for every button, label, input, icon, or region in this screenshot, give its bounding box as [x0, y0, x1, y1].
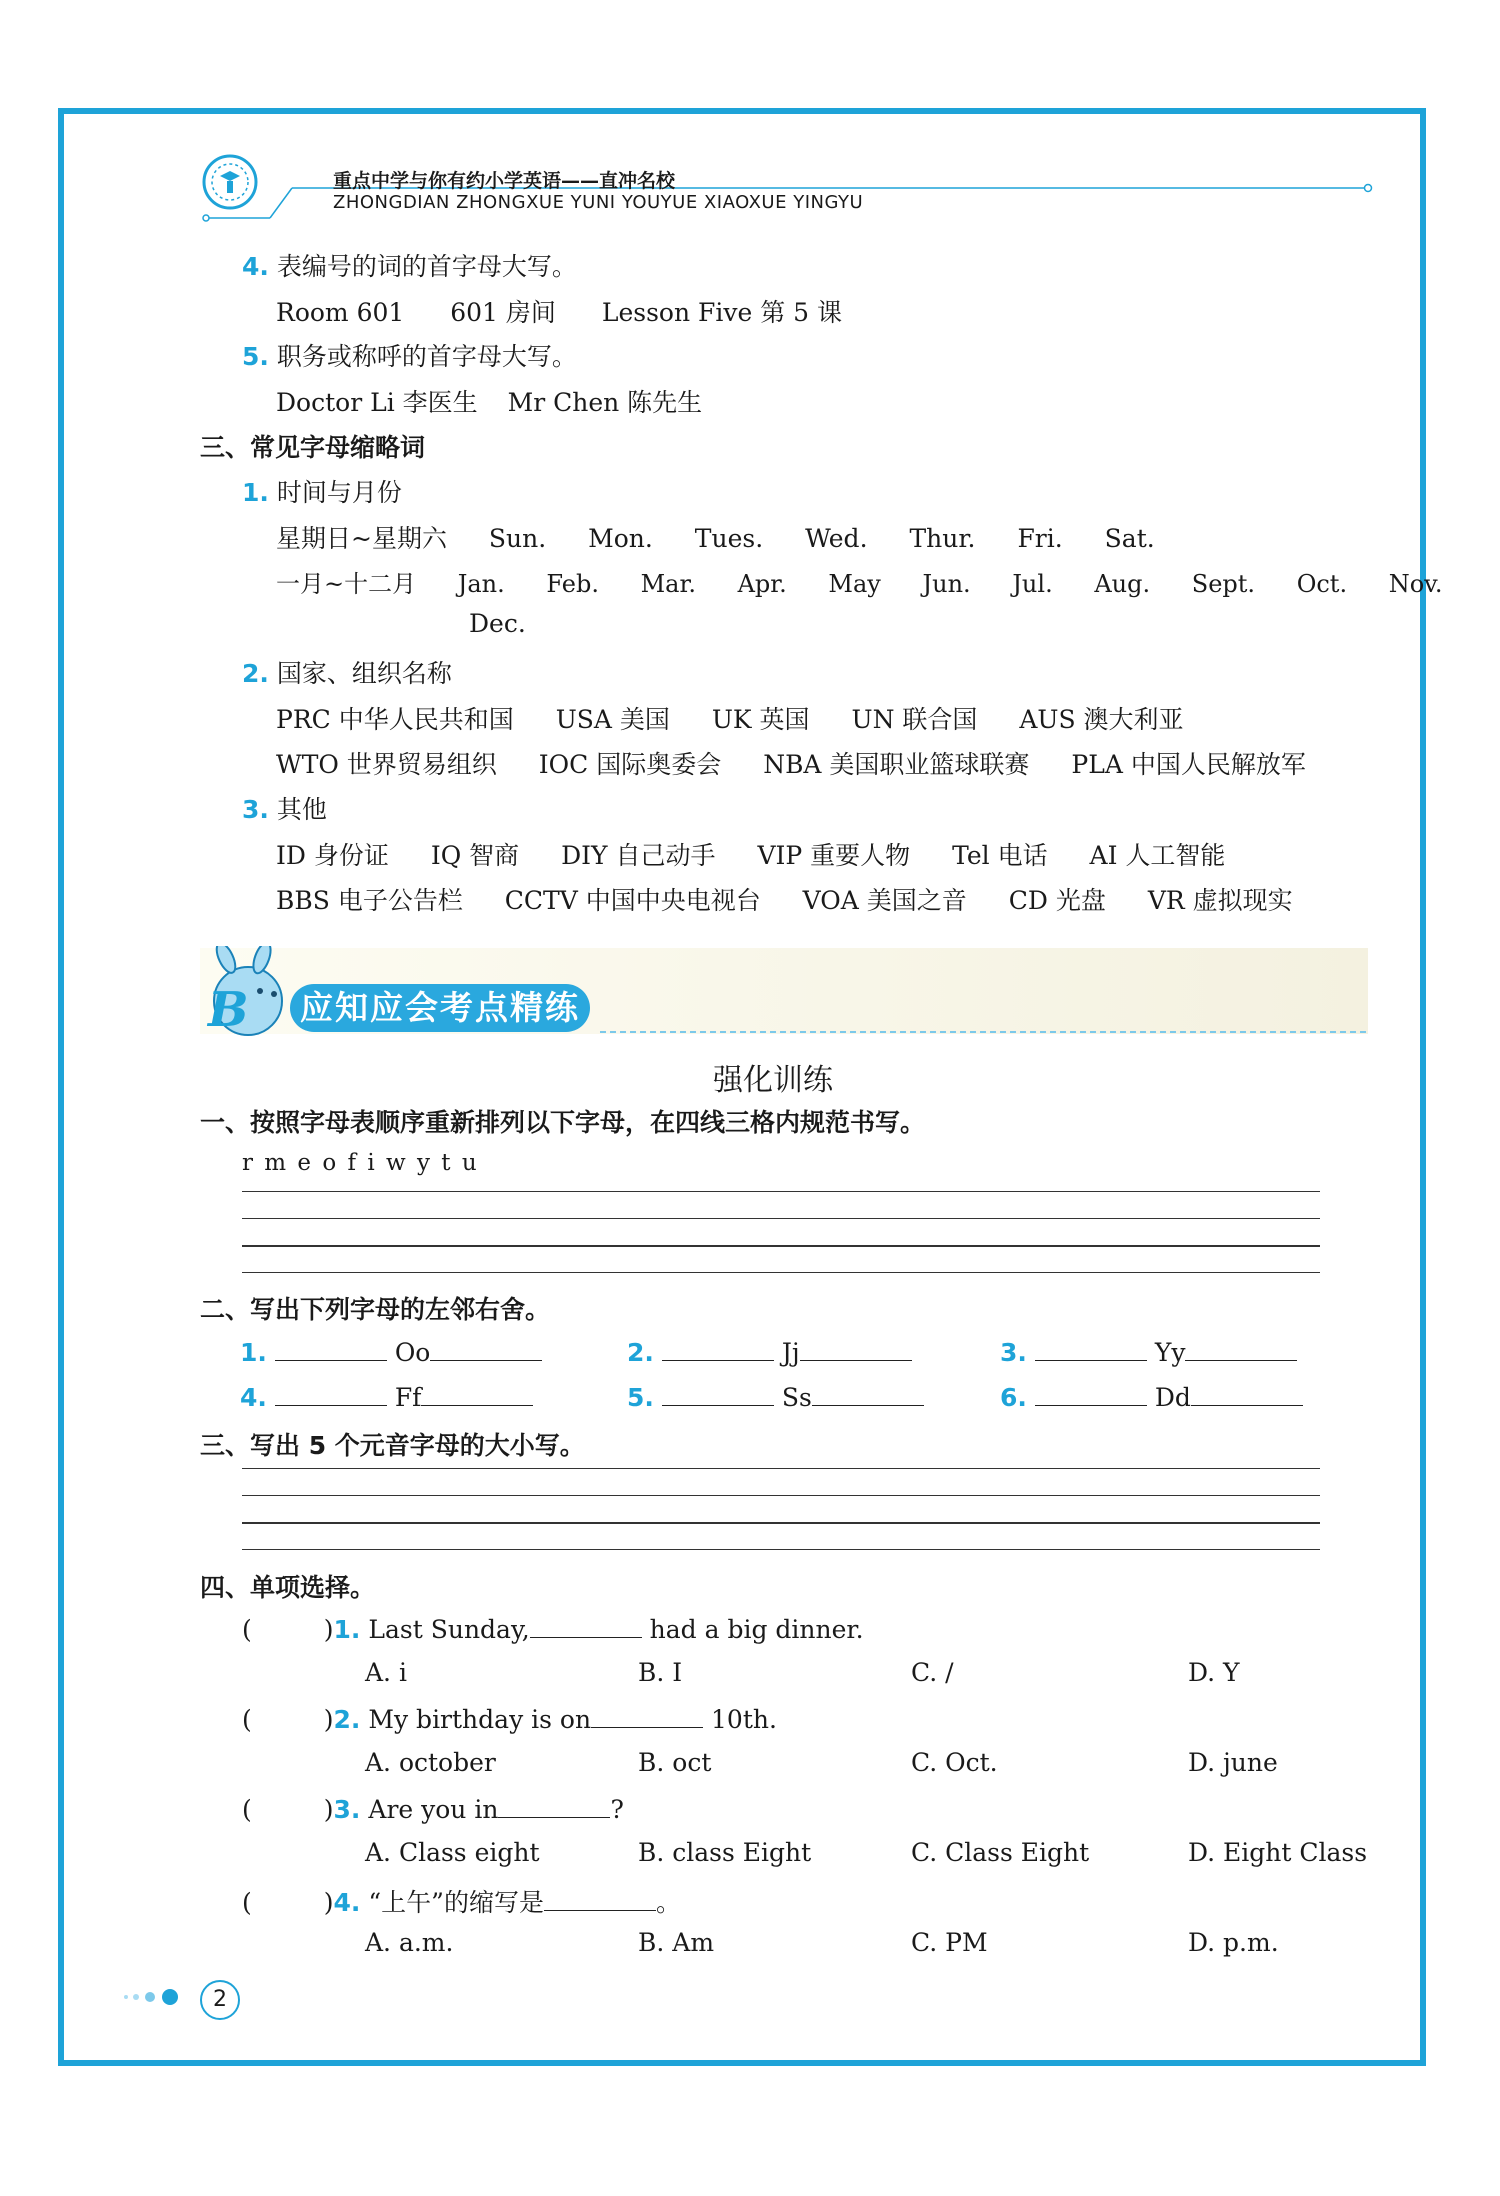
answer-blank[interactable] — [1185, 1336, 1297, 1361]
answer-blank[interactable] — [498, 1793, 610, 1818]
four-line-grid-line — [242, 1468, 1320, 1469]
four-line-grid-line — [242, 1191, 1320, 1192]
answer-blank[interactable] — [662, 1381, 774, 1406]
four-line-grid-line — [242, 1218, 1320, 1219]
letter: Oo — [394, 1338, 431, 1367]
answer-blank[interactable] — [1035, 1381, 1147, 1406]
abbr-item: UN 联合国 — [851, 705, 978, 734]
month: Jan. — [457, 570, 505, 598]
option[interactable]: D. june — [1188, 1748, 1278, 1777]
ex2-item-6 — [1000, 1381, 1303, 1412]
month-dec: Dec. — [469, 609, 526, 638]
answer-blank[interactable] — [812, 1381, 924, 1406]
sub-number: 3. — [242, 795, 269, 824]
abbr-item: AI 人工智能 — [1089, 841, 1226, 870]
rule-5-examples — [276, 383, 702, 419]
question-text: 10th. — [703, 1705, 777, 1734]
option[interactable]: D. p.m. — [1188, 1928, 1279, 1957]
item-number: 2. — [627, 1338, 654, 1367]
weekday: Fri. — [1017, 524, 1063, 553]
sub-3-heading — [242, 790, 327, 826]
option[interactable]: A. i — [365, 1658, 407, 1687]
rule-4 — [242, 247, 577, 283]
answer-blank[interactable] — [800, 1336, 912, 1361]
rule-number: 5. — [242, 342, 269, 371]
weekday: Sat. — [1104, 524, 1155, 553]
four-line-grid-line — [242, 1245, 1320, 1247]
ex1-letters: r m e o f i w y t u — [242, 1150, 479, 1176]
weekday: Tues. — [694, 524, 764, 553]
month: Jun. — [922, 570, 971, 598]
option[interactable]: B. I — [638, 1658, 683, 1687]
letter: Yy — [1154, 1338, 1186, 1367]
week-label: 星期日~星期六 — [276, 524, 447, 553]
abbr-item: AUS 澳大利亚 — [1019, 705, 1184, 734]
month: Feb. — [546, 570, 599, 598]
answer-blank[interactable] — [530, 1613, 642, 1638]
option[interactable]: C. / — [911, 1658, 954, 1687]
header-title-en: ZHONGDIAN ZHONGXUE YUNI YOUYUE XIAOXUE YINGYU — [333, 192, 864, 213]
answer-blank[interactable] — [591, 1703, 703, 1728]
page-number: 2 — [200, 1980, 240, 2020]
rule-title: 职务或称呼的首字母大写。 — [276, 342, 577, 371]
rule-5 — [242, 337, 577, 373]
month-label: 一月~十二月 — [276, 570, 417, 598]
org-row-2 — [276, 745, 1340, 781]
ex2-title: 二、写出下列字母的左邻右舍。 — [200, 1295, 551, 1324]
option[interactable]: B. class Eight — [638, 1838, 812, 1867]
header-title-cn: 重点中学与你有约小学英语——直冲名校 — [333, 170, 676, 192]
question-number: 2. — [333, 1705, 361, 1734]
question-text: My birthday is on — [368, 1705, 592, 1734]
letter: Dd — [1154, 1383, 1191, 1412]
org-row-1 — [276, 700, 1218, 736]
section-3-title: 三、常见字母缩略词 — [200, 433, 426, 462]
four-line-grid-line — [242, 1272, 1320, 1273]
letter: Ss — [781, 1383, 812, 1412]
month: Jul. — [1012, 570, 1053, 598]
ex2-item-3 — [1000, 1336, 1297, 1367]
four-line-grid-line — [242, 1522, 1320, 1524]
answer-blank[interactable] — [1191, 1381, 1303, 1406]
option[interactable]: C. Class Eight — [911, 1838, 1090, 1867]
abbr-item: BBS 电子公告栏 — [276, 886, 463, 915]
month: Nov. — [1388, 570, 1443, 598]
question-number: 3. — [333, 1795, 361, 1824]
option[interactable]: D. Eight Class — [1188, 1838, 1368, 1867]
question-text: 。 — [655, 1888, 681, 1917]
option[interactable]: B. oct — [638, 1748, 712, 1777]
banner-title: 应知应会考点精练 — [290, 984, 590, 1032]
sub-number: 2. — [242, 659, 269, 688]
abbr-item: NBA 美国职业篮球联赛 — [763, 750, 1030, 779]
question-number: 4. — [333, 1888, 361, 1917]
weekday: Thur. — [909, 524, 976, 553]
item-number: 3. — [1000, 1338, 1027, 1367]
ex2-item-5 — [627, 1381, 924, 1412]
option[interactable]: D. Y — [1188, 1658, 1240, 1687]
other-row-1 — [276, 836, 1259, 872]
option[interactable]: A. a.m. — [365, 1928, 454, 1957]
question-text: Are you in — [368, 1795, 499, 1824]
weekday: Wed. — [805, 524, 868, 553]
abbr-item: UK 英国 — [711, 705, 810, 734]
month: Apr. — [737, 570, 787, 598]
abbr-item: PRC 中华人民共和国 — [276, 705, 514, 734]
rule-4-examples — [276, 293, 842, 329]
option[interactable]: C. Oct. — [911, 1748, 998, 1777]
abbr-item: DIY 自己动手 — [561, 841, 716, 870]
abbr-item: CCTV 中国中央电视台 — [504, 886, 761, 915]
ex4-title: 四、单项选择。 — [200, 1573, 376, 1602]
letter: Jj — [781, 1338, 800, 1367]
banner-dashed-line — [600, 1031, 1366, 1033]
example: 601 房间 — [450, 298, 556, 327]
sub-title: 国家、组织名称 — [276, 659, 452, 688]
month: May — [828, 570, 881, 598]
option[interactable]: C. PM — [911, 1928, 988, 1957]
question-text: ? — [610, 1795, 624, 1824]
sub-title: 其他 — [276, 795, 327, 824]
abbr-item: CD 光盘 — [1008, 886, 1106, 915]
other-row-2 — [276, 881, 1327, 917]
answer-blank[interactable] — [430, 1336, 542, 1361]
abbr-item: PLA 中国人民解放军 — [1071, 750, 1306, 779]
question-1: ( )1. Last Sunday, had a big dinner. — [242, 1615, 864, 1644]
sub-number: 1. — [242, 478, 269, 507]
question-text: Last Sunday, — [368, 1615, 530, 1644]
ex2-item-4 — [240, 1381, 533, 1412]
abbr-item: IOC 国际奥委会 — [538, 750, 722, 779]
sub-2-heading — [242, 654, 452, 690]
example: Room 601 — [276, 298, 405, 327]
abbr-item: ID 身份证 — [276, 841, 389, 870]
banner-letter: B — [208, 982, 249, 1038]
ex1-title: 一、按照字母表顺序重新排列以下字母，在四线三格内规范书写。 — [200, 1108, 926, 1137]
abbr-item: VOA 美国之音 — [802, 886, 967, 915]
question-text: had a big dinner. — [641, 1615, 864, 1644]
ex2-item-1 — [240, 1336, 542, 1367]
sub-title: 时间与月份 — [276, 478, 402, 507]
answer-blank[interactable] — [544, 1886, 656, 1911]
four-line-grid-line — [242, 1495, 1320, 1496]
abbr-item: WTO 世界贸易组织 — [276, 750, 497, 779]
question-3: ( )3. Are you in ? — [242, 1795, 624, 1824]
abbr-item: VR 虚拟现实 — [1147, 886, 1293, 915]
answer-blank[interactable] — [275, 1381, 387, 1406]
ex3-title: 三、写出 5 个元音字母的大小写。 — [200, 1431, 585, 1460]
question-2: ( )2. My birthday is on 10th. — [242, 1705, 777, 1734]
abbr-item: USA 美国 — [555, 705, 670, 734]
month: Oct. — [1296, 570, 1348, 598]
abbr-item: IQ 智商 — [430, 841, 520, 870]
rule-number: 4. — [242, 252, 269, 281]
option[interactable]: A. Class eight — [365, 1838, 540, 1867]
letter: Ff — [394, 1383, 422, 1412]
example: Mr Chen 陈先生 — [507, 388, 703, 417]
weekday: Mon. — [588, 524, 653, 553]
abbr-item: VIP 重要人物 — [757, 841, 911, 870]
ex2-item-2 — [627, 1336, 912, 1367]
question-text: “上午”的缩写是 — [368, 1888, 544, 1917]
month: Mar. — [640, 570, 696, 598]
month: Aug. — [1094, 570, 1151, 598]
example: Lesson Five 第 5 课 — [601, 298, 843, 327]
weekday: Sun. — [488, 524, 547, 553]
month: Sept. — [1191, 570, 1256, 598]
option[interactable]: A. october — [365, 1748, 496, 1777]
example: Doctor Li 李医生 — [276, 388, 478, 417]
item-number: 5. — [627, 1383, 654, 1412]
item-number: 4. — [240, 1383, 267, 1412]
answer-blank[interactable] — [275, 1336, 387, 1361]
answer-blank[interactable] — [421, 1381, 533, 1406]
page-dots-icon — [120, 1982, 210, 2012]
item-number: 6. — [1000, 1383, 1027, 1412]
rule-title: 表编号的词的首字母大写。 — [276, 252, 577, 281]
option[interactable]: B. Am — [638, 1928, 715, 1957]
training-title: 强化训练 — [713, 1063, 833, 1098]
question-number: 1. — [333, 1615, 361, 1644]
answer-blank[interactable] — [662, 1336, 774, 1361]
item-number: 1. — [240, 1338, 267, 1367]
months-row — [276, 564, 1477, 599]
four-line-grid-line — [242, 1549, 1320, 1550]
question-4: ( )4. “上午”的缩写是 。 — [242, 1888, 681, 1917]
weekdays-row — [276, 519, 1189, 555]
answer-blank[interactable] — [1035, 1336, 1147, 1361]
sub-1-heading — [242, 473, 402, 509]
abbr-item: Tel 电话 — [952, 841, 1048, 870]
